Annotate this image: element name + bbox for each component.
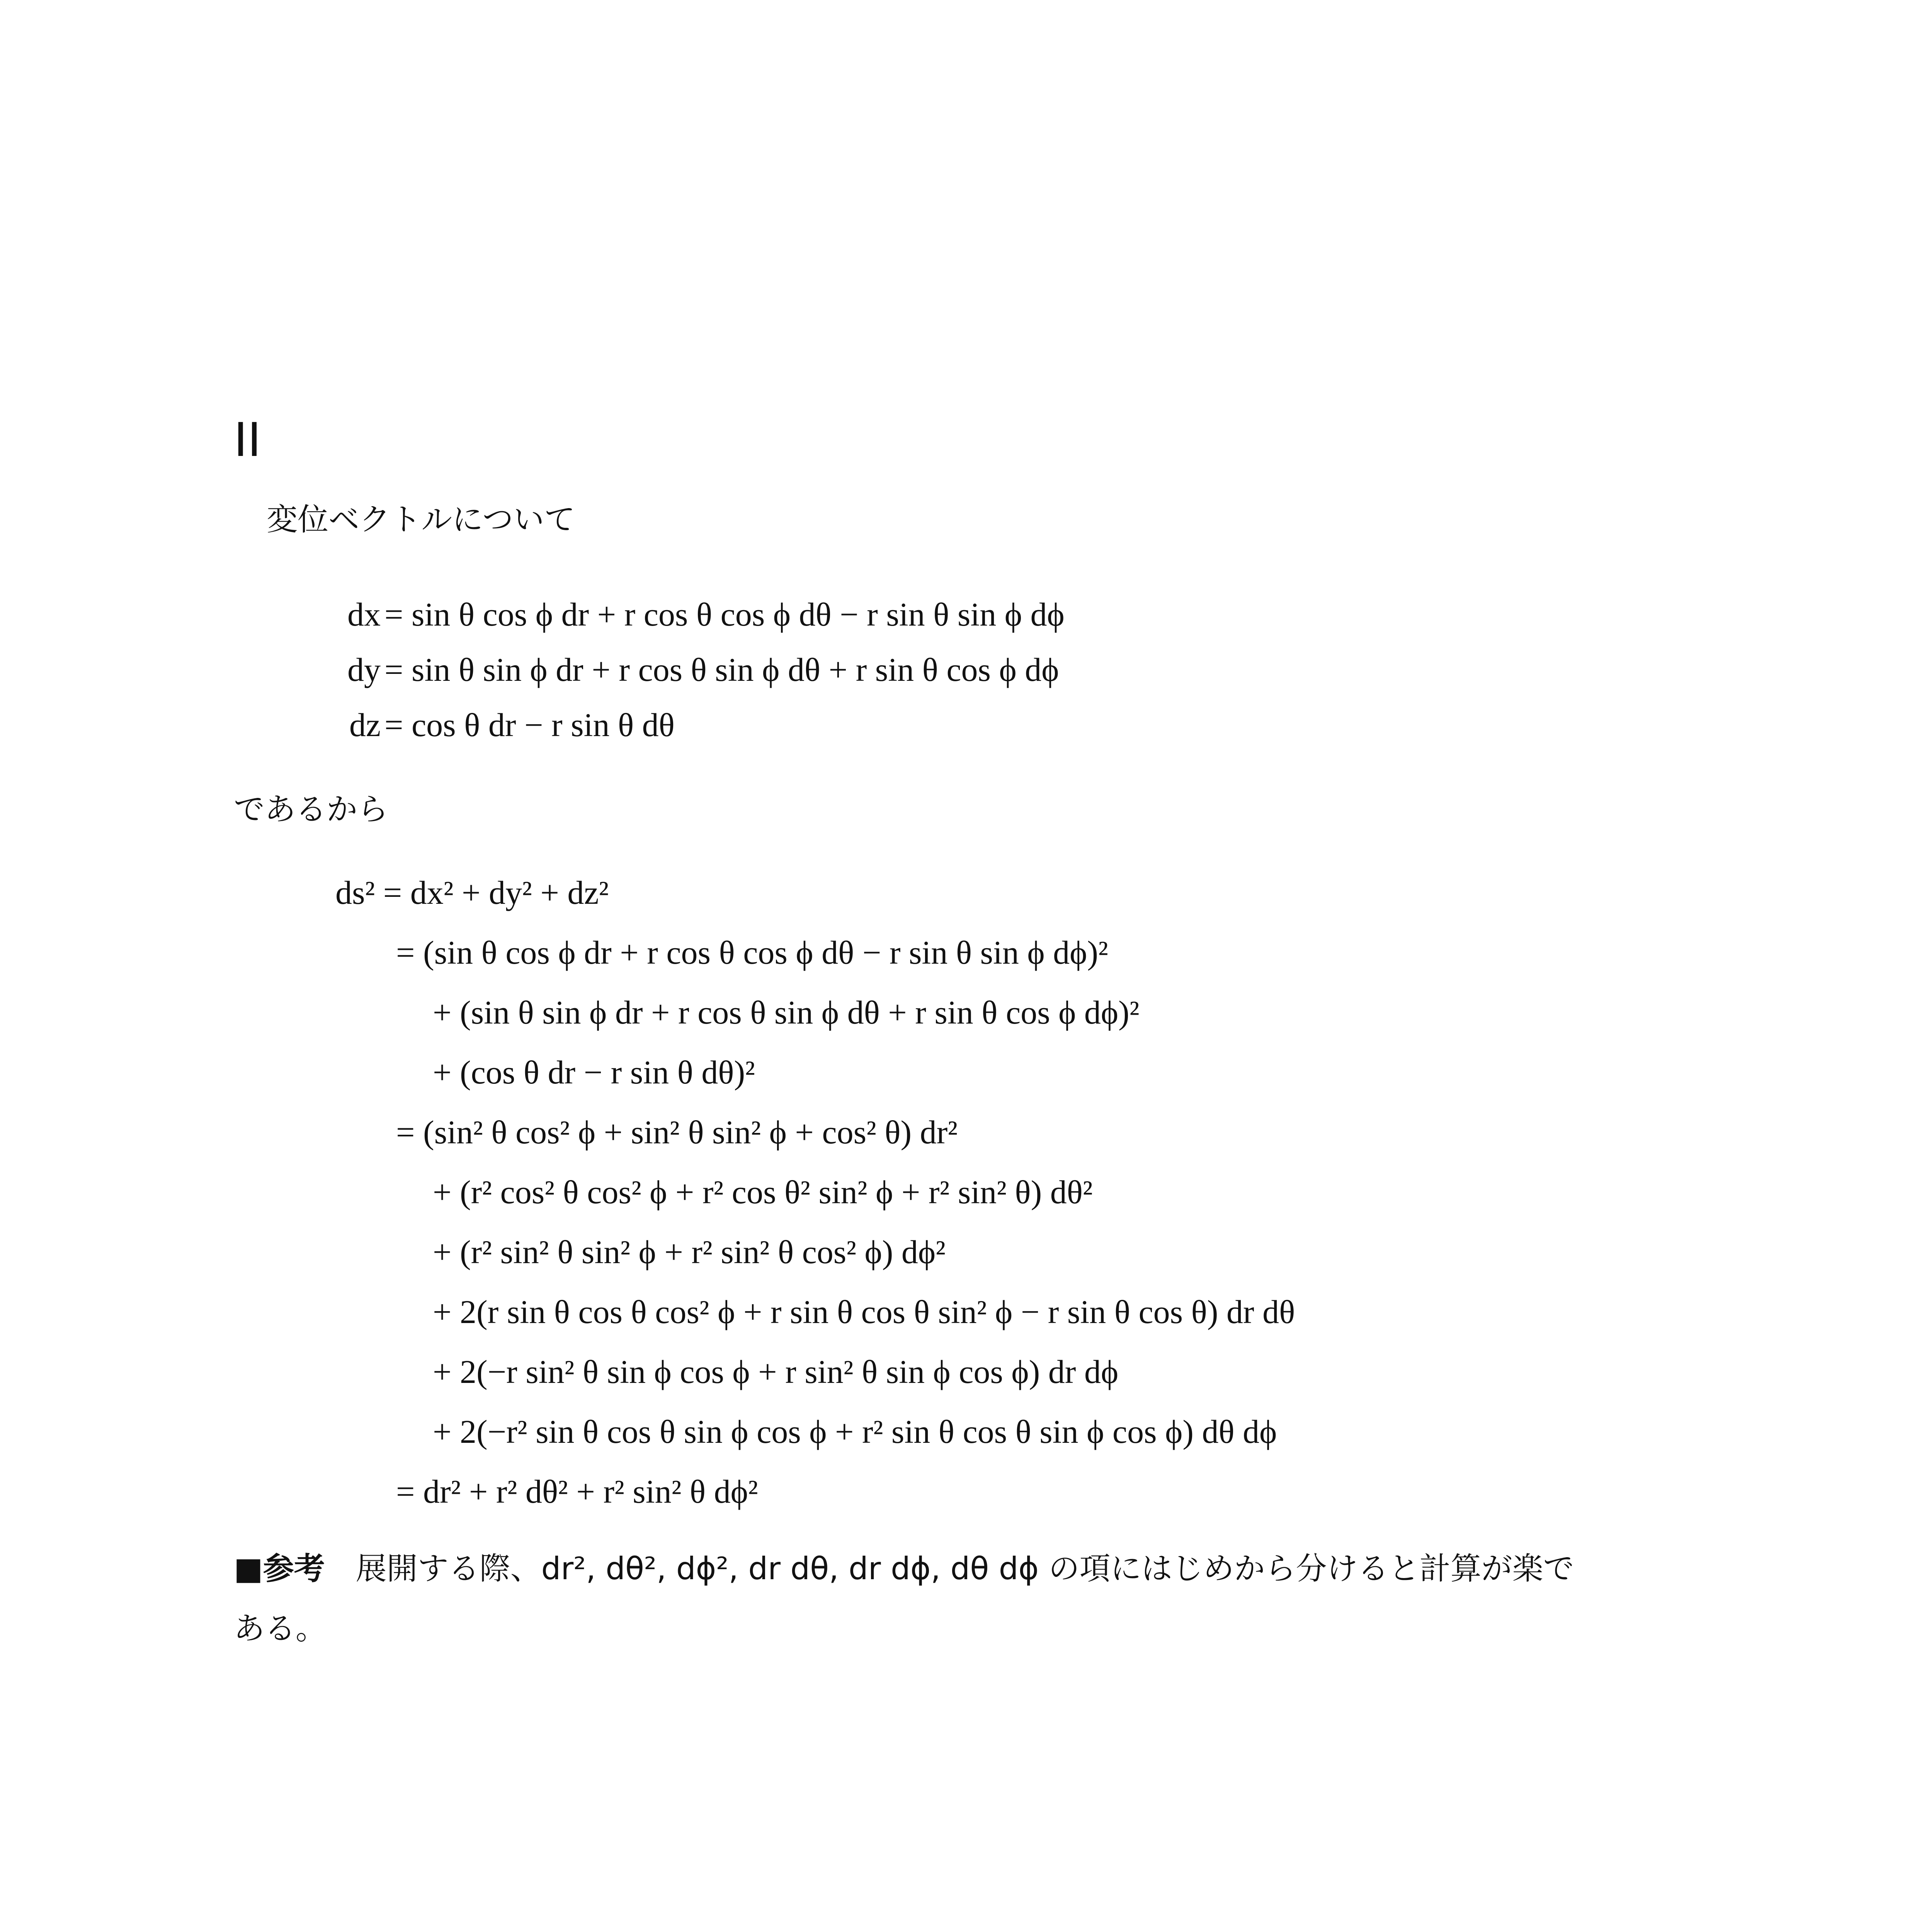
equation-line: ds² = dx² + dy² + dz² — [335, 874, 609, 911]
note-text: 展開する際、dr², dθ², dϕ², dr dθ, dr dϕ, dθ dϕ の項にはじめから分けると計算が楽で — [356, 1551, 1574, 1587]
equation-line: + (sin θ sin ϕ dr + r cos θ sin ϕ dθ + r sin θ cos ϕ dϕ)² — [433, 994, 1140, 1031]
note-continuation: ある。 — [234, 1611, 327, 1646]
equation-rhs: = sin θ cos ϕ dr + r cos θ cos ϕ dθ − r sin θ sin ϕ dϕ — [384, 596, 1065, 633]
equation-rhs: = cos θ dr − r sin θ dθ — [384, 706, 675, 743]
equation-line: = (sin² θ cos² ϕ + sin² θ sin² ϕ + cos² θ) dr² — [396, 1114, 958, 1151]
equation-rhs: = sin θ sin ϕ dr + r cos θ sin ϕ dθ + r sin θ cos ϕ dϕ — [384, 651, 1059, 688]
equation-line: + 2(−r sin² θ sin ϕ cos ϕ + r sin² θ sin ϕ cos ϕ) dr dϕ — [433, 1353, 1119, 1390]
equation-line: + (r² sin² θ sin² ϕ + r² sin² θ cos² ϕ) dϕ² — [433, 1233, 946, 1270]
equation-lhs: dz — [349, 706, 381, 743]
equation-line: + (r² cos² θ cos² ϕ + r² cos θ² sin² ϕ + r² sin² θ) dθ² — [433, 1173, 1093, 1211]
transition-text: であるから — [234, 791, 388, 827]
section-number: II — [234, 413, 261, 467]
equation-line: + 2(r sin θ cos θ cos² ϕ + r sin θ cos θ sin² ϕ − r sin θ cos θ) dr dθ — [433, 1293, 1295, 1330]
equation-line: = dr² + r² dθ² + r² sin² θ dϕ² — [396, 1473, 758, 1510]
equation-line: = (sin θ cos ϕ dr + r cos θ cos ϕ dθ − r sin θ sin ϕ dϕ)² — [396, 934, 1108, 971]
equation-line: + (cos θ dr − r sin θ dθ)² — [433, 1054, 755, 1091]
equation-lhs: dy — [347, 651, 381, 688]
intro-text: 変位ベクトルについて — [267, 502, 575, 537]
note-heading: ■参考 — [234, 1551, 325, 1587]
equation-line: + 2(−r² sin θ cos θ sin ϕ cos ϕ + r² sin θ cos θ sin ϕ cos ϕ) dθ dϕ — [433, 1413, 1277, 1450]
note-paragraph — [234, 1549, 1574, 1588]
equation-lhs: dx — [347, 596, 381, 633]
